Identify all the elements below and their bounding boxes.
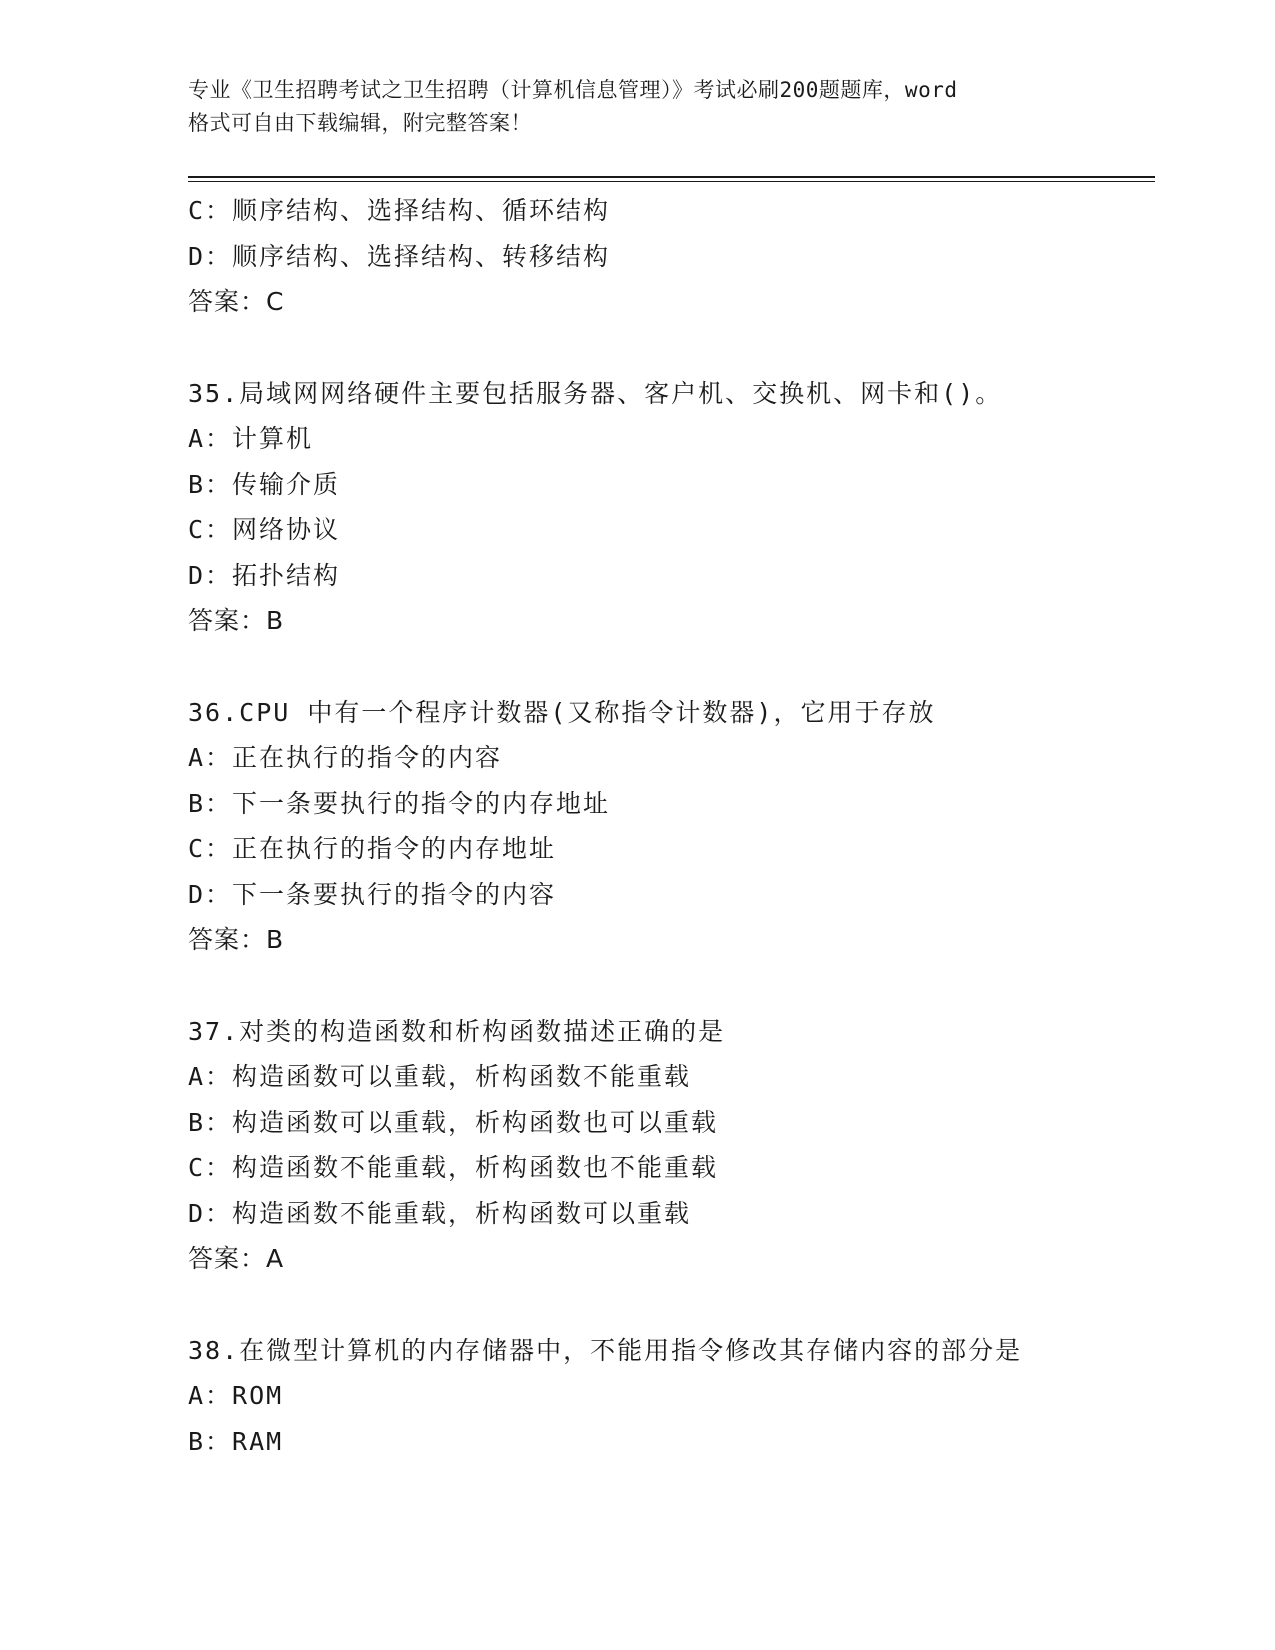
option-c: C：构造函数不能重载，析构函数也不能重载 [188,1153,719,1182]
header-title-line-2: 格式可自由下载编辑，附完整答案！ [188,111,532,135]
option-a: A：计算机 [188,424,314,453]
option-d: D：顺序结构、选择结构、转移结构 [188,241,611,271]
answer-line: 答案：A [188,1244,285,1273]
question-stem: 37.对类的构造函数和析构函数描述正确的是 [188,1016,726,1046]
spacer [188,963,1148,1009]
answer-line: 答案：C [188,287,285,316]
option-b: B：下一条要执行的指令的内存地址 [188,788,611,818]
option-c: C：正在执行的指令的内存地址 [188,834,557,863]
document-header [188,74,1088,140]
option-d: D：构造函数不能重载，析构函数可以重载 [188,1198,692,1228]
spacer [188,325,1148,371]
header-divider-thin [188,181,1155,182]
question-stem: 35.局域网网络硬件主要包括服务器、客户机、交换机、网卡和()。 [188,378,1003,408]
header-divider-thick [188,176,1155,178]
option-d: D：拓扑结构 [188,560,341,590]
answer-line: 答案：B [188,925,285,954]
question-stem: 36.CPU 中有一个程序计数器(又称指令计数器)，它用于存放 [188,697,936,727]
question-37 [188,1009,1148,1282]
question-38 [188,1328,1148,1465]
question-stem: 38.在微型计算机的内存储器中，不能用指令修改其存储内容的部分是 [188,1335,1023,1365]
option-c: C：顺序结构、选择结构、循环结构 [188,196,611,225]
option-d: D：下一条要执行的指令的内容 [188,879,557,909]
question-list [188,188,1148,1464]
option-b: B：RAM [188,1426,284,1456]
question-36 [188,690,1148,963]
option-b: B：构造函数可以重载，析构函数也可以重载 [188,1107,719,1137]
spacer [188,644,1148,690]
answer-line: 答案：B [188,606,285,635]
header-title-line-1: 专业《卫生招聘考试之卫生招聘（计算机信息管理）》考试必刷200题题库，word [188,78,958,102]
spacer [188,1282,1148,1328]
option-b: B：传输介质 [188,469,341,499]
option-a: A：正在执行的指令的内容 [188,743,503,772]
option-c: C：网络协议 [188,515,341,544]
question-35 [188,371,1148,644]
option-a: A：ROM [188,1381,284,1410]
question-34-continued [188,188,1148,325]
option-a: A：构造函数可以重载，析构函数不能重载 [188,1062,692,1091]
